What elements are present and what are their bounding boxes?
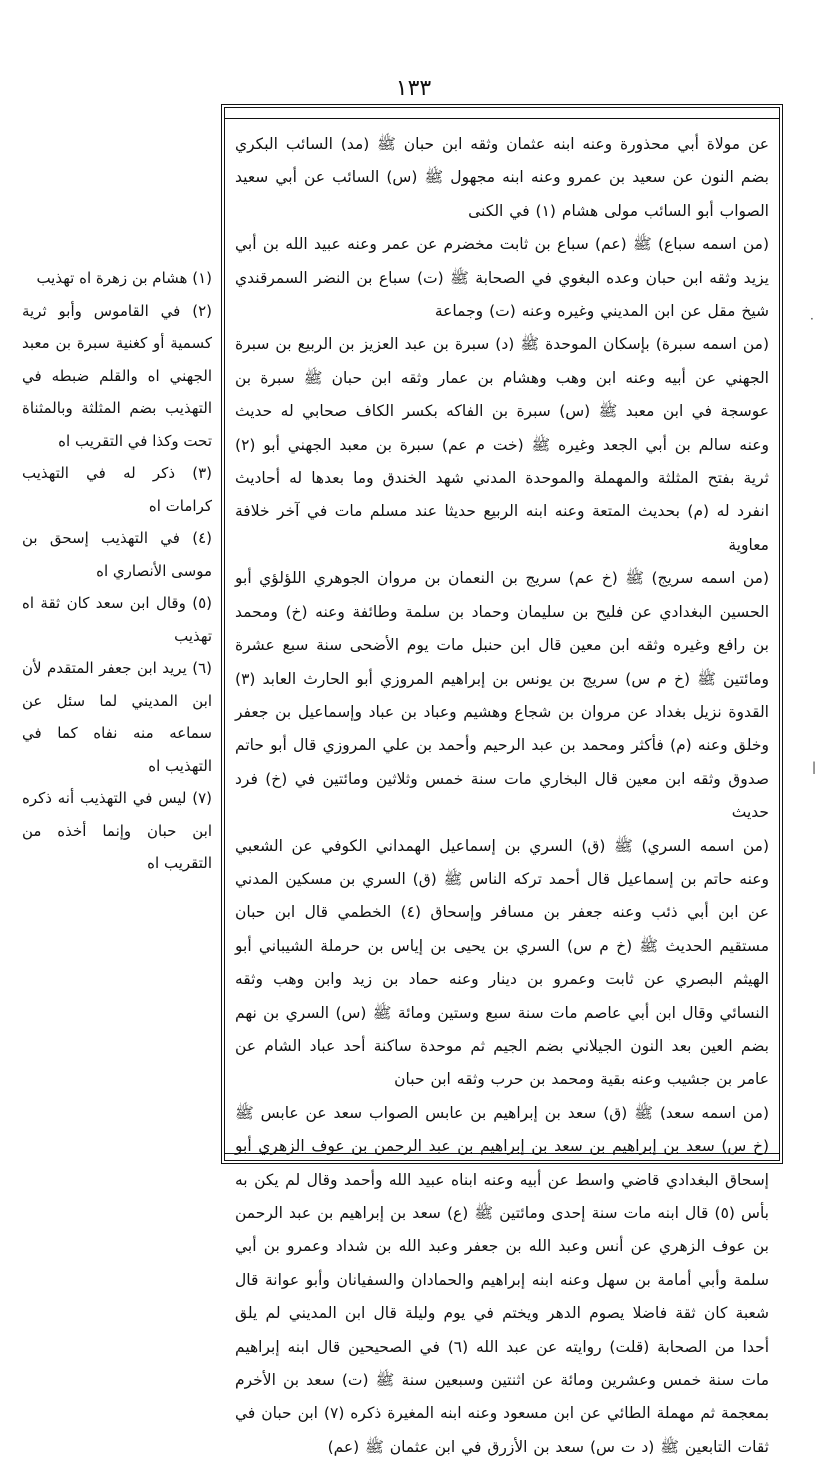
margin-tick-mark: | xyxy=(812,760,817,774)
margin-note: (٥) وقال ابن سعد كان ثقة اه تهذيب xyxy=(22,594,212,645)
margin-note: (٧) ليس في التهذيب أنه ذكره ابن حبان وإنما أخذه من التقريب اه xyxy=(22,789,212,872)
margin-notes xyxy=(22,262,212,1002)
paragraph: (من اسمه السري) ﷺ (ق) السري بن إسماعيل الهمداني الكوفي عن الشعبي وعنه حاتم بن إسماعيل قال أحمد تركه الناس ﷺ (ق) السري بن مسكين المدني عن ابن أبي ذئب وعنه جعفر بن مسافر وإسحاق (٤) الخطمي قال ابن حبان مستقيم الحديث ﷺ (خ م س) السري بن يحيى بن إياس بن حرملة الشيباني أبو الهيثم البصري عن ثابت وعمرو بن دينار وعنه حماد بن زيد وابن وهب وثقه النسائي وقال ابن أبي عاصم مات سنة سبع وستين ومائة ﷺ (س) السري بن نهم بضم العين بعد النون الجيلاني بضم الجيم ثم موحدة ساكنة أحد عباد الشام عن عامر بن جشيب وعنه بقية ومحمد بن حرب وثقه ابن حبان xyxy=(235,836,770,1089)
frame-bottom-rule xyxy=(225,1153,779,1154)
margin-note: (٦) يريد ابن جعفر المتقدم لأن ابن المديني لما سئل عن سماعه منه نفاه كما في التهذيب اه xyxy=(22,659,212,775)
page-number: ١٣٣ xyxy=(395,76,432,101)
paragraph: (من اسمه سريج) ﷺ (خ عم) سريج بن النعمان بن مروان الجوهري اللؤلؤي أبو الحسين البغدادي عن فليح بن سليمان وحماد بن سلمة وطائفة وعنه (خ) ومحمد بن رافع وغيره وثقه ابن معين قال ابن حنبل مات يوم الأضحى سنة سبع عشرة ومائتين ﷺ (خ م س) سريج بن يونس بن إبراهيم المروزي أبو الحارث العابد (٣) القدوة نزيل بغداد عن مروان بن شجاع وهشيم وعباد بن عباد وإسماعيل بن جعفر وخلق وعنه (م) فأكثر ومحمد بن عبد الرحيم وأحمد بن علي المروزي قال أبو حاتم صدوق وثقه ابن معين قال البخاري مات سنة خمس وثلاثين ومائتين في (خ) فرد حديث xyxy=(235,569,769,822)
main-text-frame xyxy=(221,104,783,1456)
margin-note: (٣) ذكر له في التهذيب كرامات اه xyxy=(22,464,212,515)
margin-note: (١) هشام بن زهرة اه تهذيب xyxy=(36,269,212,287)
main-text xyxy=(235,128,769,1464)
margin-tick-mark: · xyxy=(810,312,814,326)
paragraph: (من اسمه سباع) ﷺ (عم) سباع بن ثابت مخضرم عن عمر وعنه عبيد الله بن أبي يزيد وثقه ابن حبان وعده البغوي في الصحابة ﷺ (ت) سباع بن النضر السمرقندي شيخ مقل عن ابن المديني وغيره وعنه (ت) وجماعة xyxy=(235,235,769,321)
paragraph: (من اسمه سبرة) بإسكان الموحدة ﷺ (د) سبرة بن عبد العزيز بن الربيع بن سبرة الجهني عن أبيه وعنه ابن وهب وهشام بن عمار وثقه ابن حبان ﷺ سبرة بن عوسجة في ابن معبد ﷺ (س) سبرة بن الفاكه بكسر الكاف صحابي له حديث وعنه سالم بن أبي الجعد وغيره ﷺ (خت م عم) سبرة بن معبد الجهني أبو (٢) ثرية بفتح المثلثة والمهملة والموحدة المدني شهد الخندق وما بعدها له أحاديث انفرد له (م) بحديث المتعة وعنه ابنه الربيع حديثا عند مسلم مات في آخر خلافة معاوية xyxy=(235,335,769,554)
paragraph: عن مولاة أبي محذورة وعنه ابنه عثمان وثقه ابن حبان ﷺ (مد) السائب البكري بضم النون عن سعيد بن عمرو وعنه ابنه مجهول ﷺ (س) السائب عن أبي سعيد الصواب أبو السائب مولى هشام (١) في الكنى xyxy=(235,135,769,220)
paragraph: (من اسمه سعد) ﷺ (ق) سعد بن إبراهيم بن عابس الصواب سعد عن عابس ﷺ (خ س) سعد بن إبراهيم بن سعد بن إبراهيم بن عبد الرحمن بن عوف الزهري أبو إسحاق البغدادي قاضي واسط عن أبيه وعنه ابناه عبيد الله وأحمد وقال لم يكن به بأس (٥) قال ابنه مات سنة إحدى ومائتين ﷺ (ع) سعد بن إبراهيم بن عبد الرحمن بن عوف الزهري عن أنس وعبد الله بن جعفر وعبد الله بن شداد وعمرو بن أبي سلمة وأبي أمامة بن سهل وعنه ابنه إبراهيم والحمادان والسفيانان وأبو عوانة قال شعبة كان ثقة فاضلا يصوم الدهر ويختم في يوم وليلة قال ابن المديني لم يلق أحدا من الصحابة (قلت) روايته عن عبد الله (٦) في الصحيحين قال ابنه إبراهيم مات سنة خمس وعشرين ومائة عن اثنتين وسبعين سنة ﷺ (ت) سعد بن الأخرم بمعجمة ثم مهملة الطائي عن ابن مسعود وعنه ابنه المغيرة ذكره (٧) ابن حبان في ثقات التابعين ﷺ (د ت س) سعد بن الأزرق في ابن عثمان ﷺ (عم) xyxy=(235,1103,770,1456)
margin-note: (٤) في التهذيب إسحق بن موسى الأنصاري اه xyxy=(22,529,212,580)
margin-note: (٢) في القاموس وأبو ثرية كسمية أو كغنية سبرة بن معبد الجهني اه والقلم ضبطه في التهذيب بضم المثلثة وبالمثناة تحت وكذا في التقريب اه xyxy=(22,301,212,450)
